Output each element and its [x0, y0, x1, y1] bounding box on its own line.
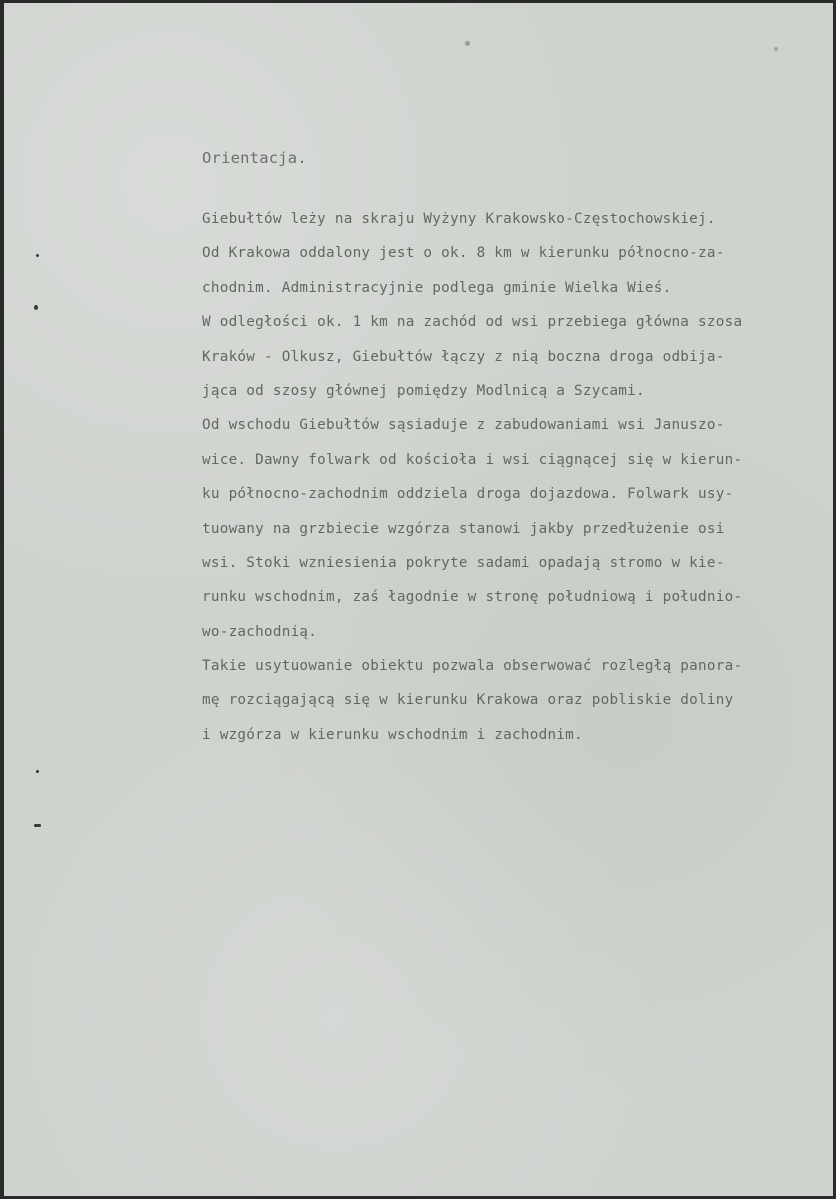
text-line: Kraków - Olkusz, Giebułtów łączy z nią boczna droga odbija-: [202, 348, 725, 365]
document-body: [202, 202, 822, 752]
paper-speck: [774, 47, 778, 51]
text-line: wo-zachodnią.: [202, 623, 318, 640]
document-page: [4, 3, 833, 1196]
text-line: mę rozciągającą się w kierunku Krakowa oraz pobliskie doliny: [202, 692, 734, 709]
paper-speck: [36, 770, 39, 773]
text-line: chodnim. Administracyjnie podlega gminie Wielka Wieś.: [202, 279, 672, 296]
text-line: wice. Dawny folwark od kościoła i wsi ciągnącej się w kierun-: [202, 451, 743, 468]
text-line: W odległości ok. 1 km na zachód od wsi przebiega główna szosa: [202, 314, 743, 331]
text-line: Od Krakowa oddalony jest o ok. 8 km w kierunku północno-za-: [202, 245, 725, 262]
paper-speck: [465, 41, 470, 46]
text-line: tuowany na grzbiecie wzgórza stanowi jakby przedłużenie osi: [202, 520, 725, 537]
text-line: i wzgórza w kierunku wschodnim i zachodnim.: [202, 726, 583, 743]
document-heading: Orientacja.: [202, 149, 307, 167]
text-line: Takie usytuowanie obiektu pozwala obserwować rozległą panora-: [202, 658, 743, 675]
text-line: wsi. Stoki wzniesienia pokryte sadami opadają stromo w kie-: [202, 554, 725, 571]
paper-speck: [36, 254, 39, 257]
text-line: Od wschodu Giebułtów sąsiaduje z zabudowaniami wsi Januszo-: [202, 417, 725, 434]
text-line: Giebułtów leży na skraju Wyżyny Krakowsko-Częstochowskiej.: [202, 211, 716, 227]
paper-speck: [34, 305, 38, 310]
text-line: runku wschodnim, zaś łagodnie w stronę południową i południo-: [202, 589, 743, 606]
text-line: ku północno-zachodnim oddziela droga dojazdowa. Folwark usy-: [202, 486, 734, 503]
text-line: jąca od szosy głównej pomiędzy Modlnicą a Szycami.: [202, 382, 645, 399]
paper-speck: [34, 824, 41, 827]
